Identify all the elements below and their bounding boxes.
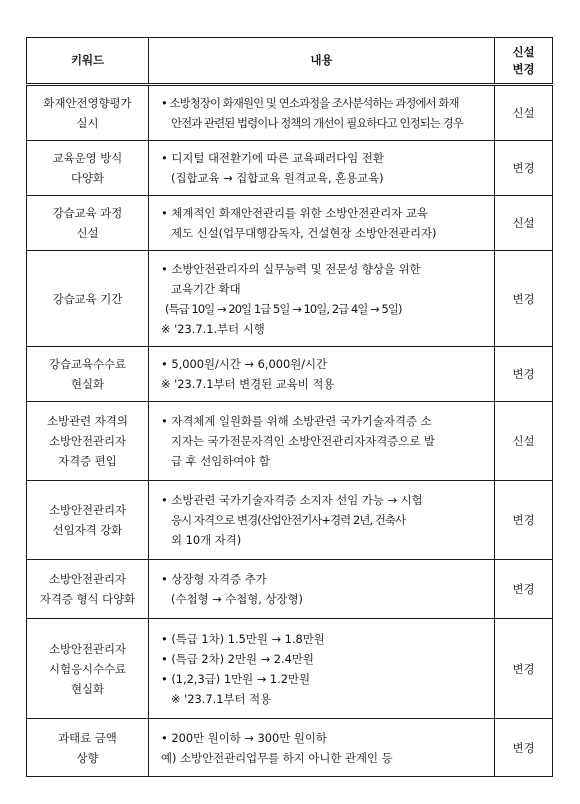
content-line: 급 후 선임하여야 함 (171, 454, 270, 468)
status-cell: 신설 (495, 196, 553, 251)
content-cell (149, 196, 495, 251)
keyword-line: 시험응시수수료 (48, 661, 127, 676)
content-cell (149, 141, 495, 196)
status-cell: 변경 (495, 560, 553, 619)
content-cell (149, 481, 495, 560)
content-line: 교육기간 확대 (171, 281, 241, 296)
table-row (27, 141, 553, 196)
keyword-line: 실시 (76, 116, 99, 130)
table-row (27, 347, 553, 402)
content-line: • 자격체계 일원화를 위해 소방관련 국가기술자격증 소 (161, 414, 432, 428)
content-line: ※ '23.7.1.부터 시행 (161, 321, 265, 336)
header-content: 내용 (149, 38, 495, 85)
content-line: (집합교육 → 집합교육 원격교육, 혼용교육) (171, 171, 384, 185)
keyword-line: 현실화 (70, 377, 104, 391)
table-row (27, 402, 553, 481)
keyword-line: 신설 (76, 226, 99, 240)
content-line: ※ '23.7.1부터 적용 (171, 691, 272, 706)
keyword-line: 자격증 편입 (58, 454, 117, 468)
content-line: (수첩형 → 수첩형, 상장형) (171, 592, 303, 606)
table-row (27, 196, 553, 251)
keyword-line: 자격증 형식 다양화 (39, 592, 136, 606)
content-cell (149, 85, 495, 141)
content-line: 제도 신설(업무대행감독자, 건설현장 소방안전관리자) (171, 226, 437, 240)
keyword-cell (27, 560, 149, 619)
content-line: • 소방안전관리자의 실무능력 및 전문성 향상을 위한 (161, 261, 421, 276)
content-line: • 체계적인 화재안전관리를 위한 소방안전관리자 교육 (161, 206, 428, 220)
keyword-line: 강습교육수수료 (48, 357, 127, 371)
content-line: 예) 소방안전관리업무를 하지 아니한 관계인 등 (161, 750, 393, 765)
keyword-line: 강습교육 기간 (52, 291, 123, 306)
regulation-change-table (26, 37, 553, 777)
status-cell: 변경 (495, 719, 553, 777)
content-line: • 5,000원/시간 → 6,000원/시간 (161, 357, 328, 371)
status-cell: 변경 (495, 251, 553, 347)
content-line: ※ '23.7.1부터 변경된 교육비 적용 (161, 377, 335, 391)
keyword-cell (27, 85, 149, 141)
keyword-line: 소방안전관리자 (48, 503, 127, 517)
status-cell: 신설 (495, 85, 553, 141)
keyword-line: 소방안전관리자 (48, 434, 127, 448)
content-line: • (특급 2차) 2만원 → 2.4만원 (161, 651, 314, 666)
table-row (27, 481, 553, 560)
table-row (27, 619, 553, 719)
status-cell: 변경 (495, 347, 553, 402)
content-cell (149, 719, 495, 777)
content-cell (149, 402, 495, 481)
keyword-cell (27, 402, 149, 481)
table-row (27, 719, 553, 777)
content-line: • 소방청장이 화재원인 및 연소과정을 조사분석하는 과정에서 화재 (161, 96, 459, 110)
content-line: • 200만 원이하 → 300만 원이하 (161, 730, 327, 745)
keyword-line: 선임자격 강화 (52, 523, 123, 537)
status-cell: 변경 (495, 141, 553, 196)
keyword-line: 소방안전관리자 (48, 641, 127, 656)
keyword-cell (27, 719, 149, 777)
keyword-line: 과태료 금액 (58, 730, 117, 745)
content-line: (특급 10일 → 20일 1급 5일 → 10일, 2급 4일 → 5일) (165, 301, 402, 316)
content-line: • 디지털 대전환기에 따른 교육패러다임 전환 (161, 151, 384, 165)
content-line: • 소방관련 국가기술자격증 소지자 선임 가능 → 시험 (161, 493, 423, 507)
table-row (27, 560, 553, 619)
table-row (27, 85, 553, 141)
table-header-row (27, 38, 553, 85)
header-keyword: 키워드 (27, 38, 149, 85)
keyword-cell (27, 196, 149, 251)
status-cell: 변경 (495, 481, 553, 560)
content-line: • (1,2,3급) 1만원 → 1.2만원 (161, 671, 310, 686)
status-cell: 변경 (495, 619, 553, 719)
content-line: 지자는 국가전문자격인 소방안전관리자자격증으로 발 (171, 434, 435, 448)
content-line: 안전과 관련된 법령이나 정책의 개선이 필요하다고 인정되는 경우 (171, 116, 463, 130)
keyword-cell (27, 251, 149, 347)
content-line: • 상장형 자격증 추가 (161, 572, 267, 586)
keyword-line: 다양화 (70, 171, 104, 185)
header-status (495, 38, 553, 85)
content-cell (149, 619, 495, 719)
content-line: 응시 자격으로 변경(산업안전기사+경력 2년, 건축사 (171, 513, 406, 527)
content-cell (149, 347, 495, 402)
keyword-line: 현실화 (70, 681, 104, 696)
keyword-line: 화재안전영향평가 (43, 96, 132, 110)
keyword-line: 소방안전관리자 (48, 572, 127, 586)
content-cell (149, 560, 495, 619)
keyword-line: 상향 (76, 750, 99, 765)
content-cell (149, 251, 495, 347)
status-cell: 신설 (495, 402, 553, 481)
keyword-cell (27, 619, 149, 719)
table-row (27, 251, 553, 347)
keyword-cell (27, 141, 149, 196)
keyword-cell (27, 481, 149, 560)
header-status-line2: 변경 (512, 61, 535, 76)
keyword-cell (27, 347, 149, 402)
keyword-line: 강습교육 과정 (52, 206, 123, 220)
keyword-line: 교육운영 방식 (52, 151, 123, 165)
content-line: 외 10개 자격) (171, 533, 242, 547)
header-status-line1: 신설 (512, 44, 535, 59)
content-line: • (특급 1차) 1.5만원 → 1.8만원 (161, 631, 325, 646)
keyword-line: 소방관련 자격의 (47, 414, 128, 428)
